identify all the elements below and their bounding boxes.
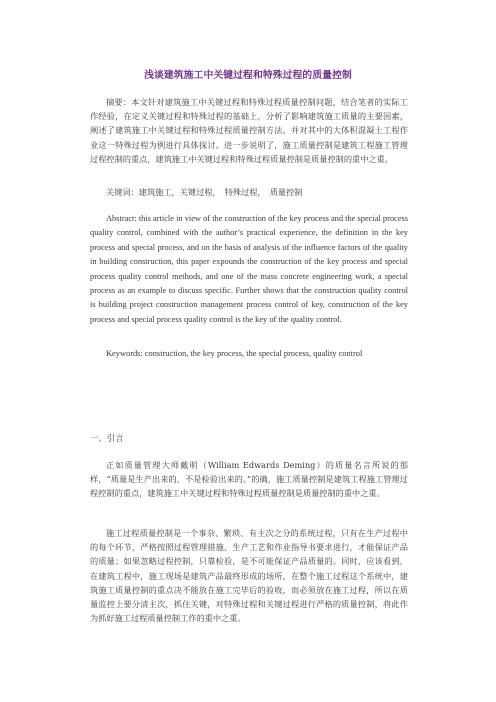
introduction-paragraph-2: 施工过程质量控制是一个事杂、繁琐、有主次之分的系统过程，只有在生产过程中的每个环节，严格按照过程管理措施、生产工艺和作业指导书要求进行，才能保证产品的质量；如果忽略过程控制，只靠检验，是不可能保证产品质量的。同时，应该看到，在建筑工程中，施工现场是建筑产品最终形成的场所，在整个施工过程这个系统中，建筑施工质量控制的重点决不能放在施工完毕后的验收，而必须放在施工过程，所以在质量监控上要分清主次，抓住关键，对特殊过程和关键过程进行严格的质量控制，将此作为抓好施工过程质量控制工作的重中之重。: [90, 528, 408, 624]
introduction-paragraph-1: 正如质量管理大师戴明（William Edwards Deming）的质量名言所说的那样，“质量是生产出来的，不是检验出来的。”的确，施工质量控制是建筑工程施工管理过程控制的重点，建筑施工中关键过程和特殊过程质量控制是质量控制的重中之重。: [90, 460, 408, 499]
keywords-english: Keywords: construction, the key process, the special process, quality control: [106, 349, 363, 358]
keywords-chinese: 关键词：建筑施工，关键过程， 特殊过程， 质量控制: [106, 187, 303, 197]
abstract-chinese: 摘要：本文针对建筑施工中关键过程和特殊过程质量控制问题，结合笔者的实际工作经验，在定义关键过程和特殊过程的基础上，分析了影响建筑施工质量的主要因素，阐述了建筑施工中关键过程和特殊过程质量控制方法，并对其中的大体积混凝土工程作业这一特殊过程为例进行具体探讨。进一步说明了，施工质量控制是建筑工程施工管理过程控制的重点，建筑施工中关键过程和特殊过程质量控制是质量控制的重中之重。: [90, 97, 408, 164]
document-title: 浅谈建筑施工中关键过程和特殊过程的质量控制: [144, 70, 352, 81]
abstract-english: Abstract: this article in view of the construction of the key process and the special process quality control, combined with the author’s practical experience, the definition in the key process and special process, and on the basis of analysis of the influence factors of the quality in building construction, this paper expounds the construction of the key process and special process quality control methods, and one of the mass concrete engineering work, a special process as an example to discuss specific. Further shows that the construction quality control is building project construction management process control of key, construction of the key process and special process quality control is the key of the quality control.: [90, 214, 408, 324]
section-heading-introduction: 一、引言: [90, 433, 124, 443]
